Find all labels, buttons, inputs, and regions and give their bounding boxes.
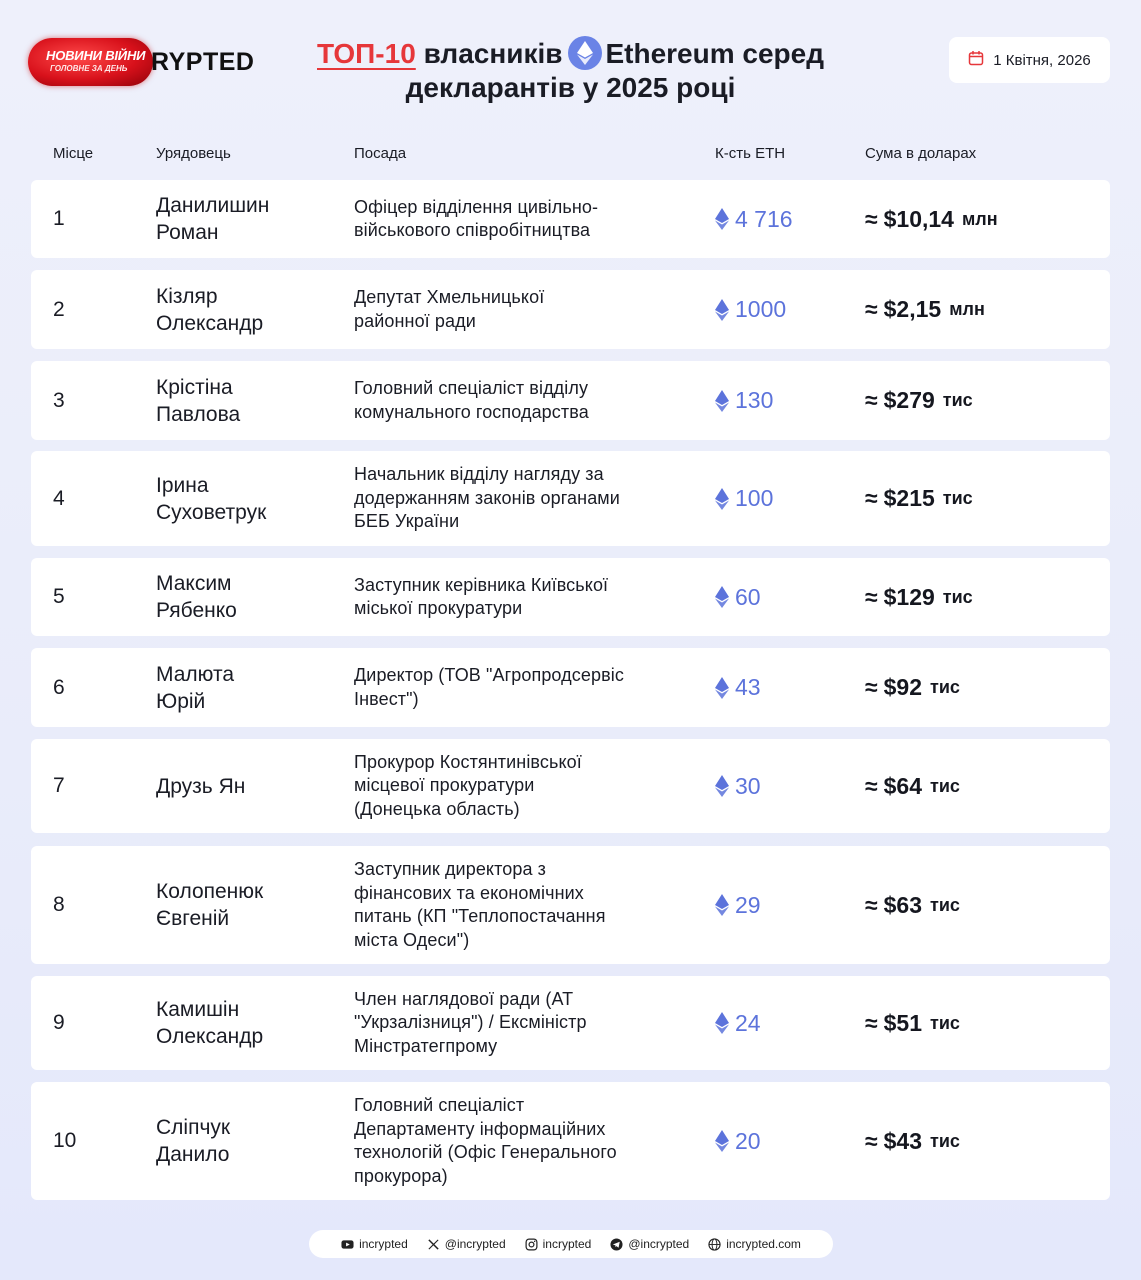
col-position: Посада — [354, 145, 407, 162]
row-rank — [53, 361, 65, 440]
row-position — [354, 739, 674, 833]
row-position — [354, 558, 674, 636]
usd-amount: $10,14 — [883, 205, 954, 232]
rank-text: 1 — [53, 207, 65, 230]
date-text: 1 Квітня, 2026 — [993, 51, 1091, 69]
name-text: Сліпчук Данило — [156, 1116, 231, 1166]
table-row — [31, 180, 1110, 258]
title-part1: власників — [423, 38, 563, 69]
usd-amount: $51 — [883, 1009, 922, 1036]
ethereum-icon — [715, 488, 729, 510]
approx-symbol: ≈ — [865, 772, 878, 799]
eth-amount: 30 — [735, 772, 761, 799]
ethereum-icon — [715, 1012, 729, 1034]
row-eth — [715, 180, 793, 258]
approx-symbol: ≈ — [865, 205, 878, 232]
name-text: Ірина Суховетрук — [156, 473, 267, 524]
ethereum-icon — [715, 390, 729, 412]
table-row — [31, 558, 1110, 636]
rank-text: 7 — [53, 774, 65, 797]
date-box — [949, 37, 1110, 83]
row-eth — [715, 976, 761, 1070]
col-eth: К-сть ETH — [715, 145, 786, 162]
eth-amount: 43 — [735, 674, 761, 700]
row-rank — [53, 1082, 76, 1200]
position-text: Начальник відділу нагляду за додержанням законів органами БЕБ України — [354, 464, 620, 532]
table-header — [0, 145, 1141, 165]
row-name — [156, 558, 346, 636]
row-usd — [865, 846, 960, 964]
rank-text: 2 — [53, 297, 65, 321]
approx-symbol: ≈ — [865, 1009, 878, 1036]
rank-text: 10 — [53, 1129, 77, 1152]
row-usd — [865, 180, 998, 258]
rank-text: 5 — [53, 585, 65, 608]
row-rank — [53, 648, 65, 727]
row-name — [156, 180, 346, 258]
usd-amount: $215 — [883, 485, 935, 511]
eth-amount: 20 — [735, 1127, 761, 1154]
col-rank: Місце — [53, 145, 94, 162]
eth-amount: 29 — [735, 891, 761, 918]
usd-unit: тис — [942, 586, 973, 607]
row-name — [156, 976, 346, 1070]
rank-text: 4 — [53, 486, 65, 510]
row-eth — [715, 558, 761, 636]
row-eth — [715, 846, 761, 964]
ethereum-icon — [715, 894, 729, 916]
row-eth — [715, 739, 761, 833]
position-text: Головний спеціаліст відділу комунального господарства — [354, 378, 589, 422]
row-position — [354, 648, 674, 727]
social-footer — [309, 1230, 833, 1258]
row-position — [354, 976, 674, 1070]
row-name — [156, 648, 346, 727]
rank-text: 9 — [53, 1011, 65, 1034]
row-eth — [715, 648, 761, 727]
ethereum-coin-icon — [568, 36, 602, 70]
badge-line2: ГОЛОВНЕ ЗА ДЕНЬ — [50, 64, 128, 73]
footer-youtube[interactable] — [341, 1237, 408, 1251]
row-usd — [865, 976, 960, 1070]
row-position — [354, 270, 674, 349]
approx-symbol: ≈ — [865, 583, 878, 610]
x-icon — [427, 1238, 440, 1251]
row-name — [156, 270, 346, 349]
eth-amount: 4 716 — [735, 205, 793, 232]
position-text: Офіцер відділення цивільно- військового співробітництва — [354, 196, 599, 240]
approx-symbol: ≈ — [865, 1127, 878, 1154]
rank-text: 6 — [53, 675, 65, 699]
title-line2: декларантів у 2025 році — [405, 72, 736, 103]
position-text: Член наглядової ради (АТ "Укрзалізниця") / Ексміністр Мінстратегпрому — [354, 988, 587, 1056]
position-text: Прокурор Костянтинівської місцевої прокуратури (Донецька область) — [354, 751, 582, 819]
ethereum-icon — [715, 208, 729, 230]
approx-symbol: ≈ — [865, 891, 878, 918]
row-eth — [715, 270, 786, 349]
usd-unit: млн — [961, 208, 998, 229]
row-name — [156, 451, 346, 546]
ethereum-icon — [715, 299, 729, 321]
approx-symbol: ≈ — [865, 296, 878, 322]
usd-unit: тис — [942, 488, 973, 508]
footer-x-text: @incrypted — [444, 1237, 506, 1251]
approx-symbol: ≈ — [865, 387, 878, 413]
table-row — [31, 451, 1110, 546]
usd-unit: тис — [942, 390, 973, 410]
row-name — [156, 361, 346, 440]
approx-symbol: ≈ — [865, 674, 878, 700]
eth-amount: 60 — [735, 583, 761, 610]
position-text: Головний спеціаліст Департаменту інформаційних технологій (Офіс Генерального прокурора) — [354, 1095, 617, 1186]
name-text: Друзь Ян — [156, 774, 246, 798]
row-position — [354, 180, 674, 258]
row-usd — [865, 361, 973, 440]
footer-website-text: incrypted.com — [726, 1237, 801, 1251]
telegram-icon — [610, 1238, 623, 1251]
name-text: Крістіна Павлова — [156, 375, 241, 426]
row-rank — [53, 180, 65, 258]
ethereum-icon — [715, 775, 729, 797]
row-usd — [865, 451, 973, 546]
usd-unit: тис — [930, 775, 960, 796]
row-name — [156, 739, 346, 833]
position-text: Заступник керівника Київської міської прокуратури — [354, 574, 609, 618]
usd-unit: млн — [949, 299, 985, 319]
usd-unit: тис — [930, 1130, 960, 1151]
eth-amount: 130 — [735, 387, 774, 413]
row-rank — [53, 270, 65, 349]
table-row — [31, 739, 1110, 833]
youtube-icon — [341, 1238, 354, 1251]
title-accent: ТОП-10 — [317, 38, 416, 69]
table-row — [31, 1082, 1110, 1200]
table-row — [31, 361, 1110, 440]
row-eth — [715, 451, 773, 546]
col-usd: Сума в доларах — [865, 145, 977, 162]
usd-amount: $63 — [883, 891, 922, 918]
footer-x[interactable] — [427, 1237, 506, 1251]
name-text: Колопенюк Євгеній — [156, 880, 264, 930]
usd-amount: $92 — [883, 674, 922, 700]
footer-website[interactable] — [708, 1237, 801, 1251]
table-row — [31, 976, 1110, 1070]
name-text: Кізляр Олександр — [156, 284, 264, 335]
title-part2: Ethereum серед — [605, 38, 824, 69]
usd-amount: $129 — [883, 583, 935, 610]
globe-icon — [708, 1238, 721, 1251]
row-name — [156, 1082, 346, 1200]
ethereum-icon — [715, 677, 729, 699]
usd-amount: $279 — [883, 387, 935, 413]
row-position — [354, 846, 674, 964]
eth-amount: 1000 — [735, 296, 787, 322]
row-name — [156, 846, 346, 964]
usd-amount: $64 — [883, 772, 922, 799]
ethereum-icon — [715, 586, 729, 608]
row-position — [354, 361, 674, 440]
position-text: Директор (ТОВ "Агропродсервіс Інвест") — [354, 665, 624, 709]
name-text: Малюта Юрій — [156, 662, 235, 713]
row-rank — [53, 846, 65, 964]
row-position — [354, 1082, 674, 1200]
row-usd — [865, 648, 960, 727]
rank-text: 8 — [53, 893, 65, 916]
table-row — [31, 648, 1110, 727]
row-usd — [865, 739, 960, 833]
position-text: Депутат Хмельницької районної ради — [354, 287, 545, 331]
row-eth — [715, 1082, 761, 1200]
row-rank — [53, 558, 65, 636]
footer-telegram-text: @incrypted — [628, 1237, 690, 1251]
eth-amount: 100 — [735, 485, 774, 511]
row-usd — [865, 1082, 960, 1200]
calendar-icon — [968, 50, 984, 70]
footer-instagram[interactable] — [525, 1237, 592, 1251]
table-row — [31, 270, 1110, 349]
row-position — [354, 451, 674, 546]
row-usd — [865, 270, 985, 349]
eth-amount: 24 — [735, 1009, 761, 1036]
usd-unit: тис — [930, 894, 960, 915]
usd-unit: тис — [930, 677, 960, 697]
name-text: Максим Рябенко — [156, 572, 237, 622]
footer-instagram-text: incrypted — [542, 1237, 592, 1251]
ethereum-icon — [715, 1130, 729, 1152]
row-usd — [865, 558, 973, 636]
usd-unit: тис — [930, 1012, 960, 1033]
row-rank — [53, 739, 65, 833]
approx-symbol: ≈ — [865, 485, 878, 511]
name-text: Камишін Олександр — [156, 998, 264, 1048]
instagram-icon — [525, 1238, 538, 1251]
footer-youtube-text: incrypted — [359, 1237, 408, 1251]
position-text: Заступник директора з фінансових та економічних питань (КП "Теплопостачання міста Одеси") — [354, 859, 606, 950]
row-eth — [715, 361, 773, 440]
table-row — [31, 846, 1110, 964]
row-rank — [53, 976, 65, 1070]
logo-wordmark: RYPTED — [151, 48, 255, 76]
badge-line1: НОВИНИ ВІЙНИ — [46, 48, 146, 63]
footer-telegram[interactable] — [610, 1237, 689, 1251]
usd-amount: $43 — [883, 1127, 922, 1154]
col-name: Урядовець — [156, 145, 231, 162]
row-rank — [53, 451, 65, 546]
usd-amount: $2,15 — [883, 296, 942, 322]
rank-text: 3 — [53, 388, 65, 412]
name-text: Данилишин Роман — [156, 194, 270, 244]
